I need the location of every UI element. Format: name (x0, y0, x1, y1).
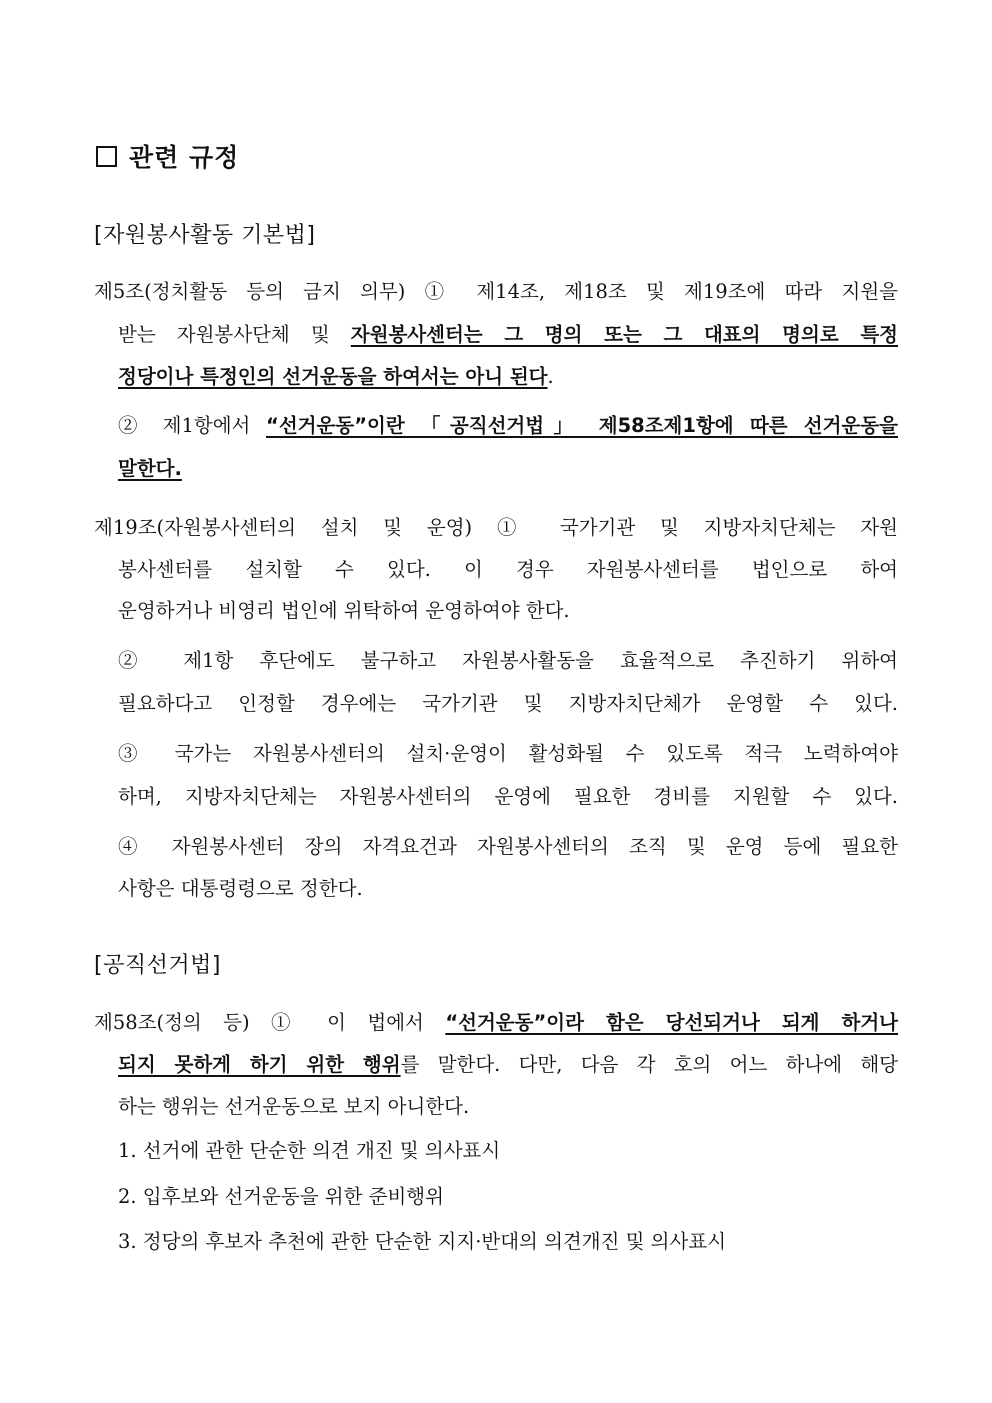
article-58-line-2 (118, 1051, 898, 1079)
page-heading (96, 138, 239, 174)
section-title-election-act: [공직선거법] (94, 953, 221, 978)
article-58-line-1-text: 제58조(정의 등) ① 이 법에서 (94, 1011, 446, 1034)
article-5-line-2-text: 받는 자원봉사단체 및 (118, 323, 351, 346)
article-19-line-3: 운영하거나 비영리 법인에 위탁하여 운영하여야 한다. (118, 599, 570, 622)
article-5-line-3 (118, 363, 554, 391)
article-5-line-1: 제5조(정치활동 등의 금지 의무) ① 제14조, 제18조 및 제19조에 따라 지원을 (94, 280, 898, 303)
article-58-item-3: 3. 정당의 후보자 추천에 관한 단순한 지지·반대의 의견개진 및 의사표시 (118, 1230, 727, 1253)
checkbox-square-icon (96, 146, 117, 167)
article-58-underlined-1: “선거운동”이라 함은 당선되거나 되게 하거나 (445, 1011, 898, 1034)
article-5-para-2-text: ② 제1항에서 (118, 414, 267, 437)
article-58-underlined-2: 되지 못하게 하기 위한 행위 (118, 1053, 401, 1076)
article-5-underlined-2: 정당이나 특정인의 선거운동을 하여서는 아니 된다 (118, 365, 548, 388)
article-5-para-2-underlined-2: 말한다. (118, 457, 182, 480)
section-title-volunteer-act: [자원봉사활동 기본법] (94, 223, 316, 248)
article-5-para-2-underlined: “선거운동”이란 「공직선거법」 제58조제1항에 따른 선거운동을 (266, 414, 898, 437)
article-5-line-3-end: . (547, 365, 554, 388)
page-heading-text: 관련 규정 (129, 143, 240, 172)
article-5-line-2 (118, 321, 898, 349)
article-19-para-3-line-1: ③ 국가는 자원봉사센터의 설치·운영이 활성화될 수 있도록 적극 노력하여야 (118, 742, 898, 765)
article-19-para-3-line-2: 하며, 지방자치단체는 자원봉사센터의 운영에 필요한 경비를 지원할 수 있다. (118, 785, 898, 808)
article-19-line-2: 봉사센터를 설치할 수 있다. 이 경우 자원봉사센터를 법인으로 하여 (118, 558, 898, 581)
article-58-item-1: 1. 선거에 관한 단순한 의견 개진 및 의사표시 (118, 1139, 501, 1162)
article-19-para-2-line-1: ② 제1항 후단에도 불구하고 자원봉사활동을 효율적으로 추진하기 위하여 (118, 649, 898, 672)
article-19-line-1: 제19조(자원봉사센터의 설치 및 운영) ① 국가기관 및 지방자치단체는 자원 (94, 516, 898, 539)
article-58-line-2-text: 를 말한다. 다만, 다음 각 호의 어느 하나에 해당 (400, 1053, 898, 1076)
article-58-line-1 (94, 1009, 898, 1037)
article-5-underlined-1: 자원봉사센터는 그 명의 또는 그 대표의 명의로 특정 (350, 323, 898, 346)
article-5-para-2-line-2 (118, 455, 182, 483)
article-58-item-2: 2. 입후보와 선거운동을 위한 준비행위 (118, 1185, 444, 1208)
article-58-line-3: 하는 행위는 선거운동으로 보지 아니한다. (118, 1095, 470, 1118)
article-19-para-4-line-1: ④ 자원봉사센터 장의 자격요건과 자원봉사센터의 조직 및 운영 등에 필요한 (118, 835, 898, 858)
article-5-para-2-line-1 (118, 412, 898, 440)
article-19-para-4-line-2: 사항은 대통령령으로 정한다. (118, 877, 363, 900)
article-19-para-2-line-2: 필요하다고 인정할 경우에는 국가기관 및 지방자치단체가 운영할 수 있다. (118, 692, 898, 715)
